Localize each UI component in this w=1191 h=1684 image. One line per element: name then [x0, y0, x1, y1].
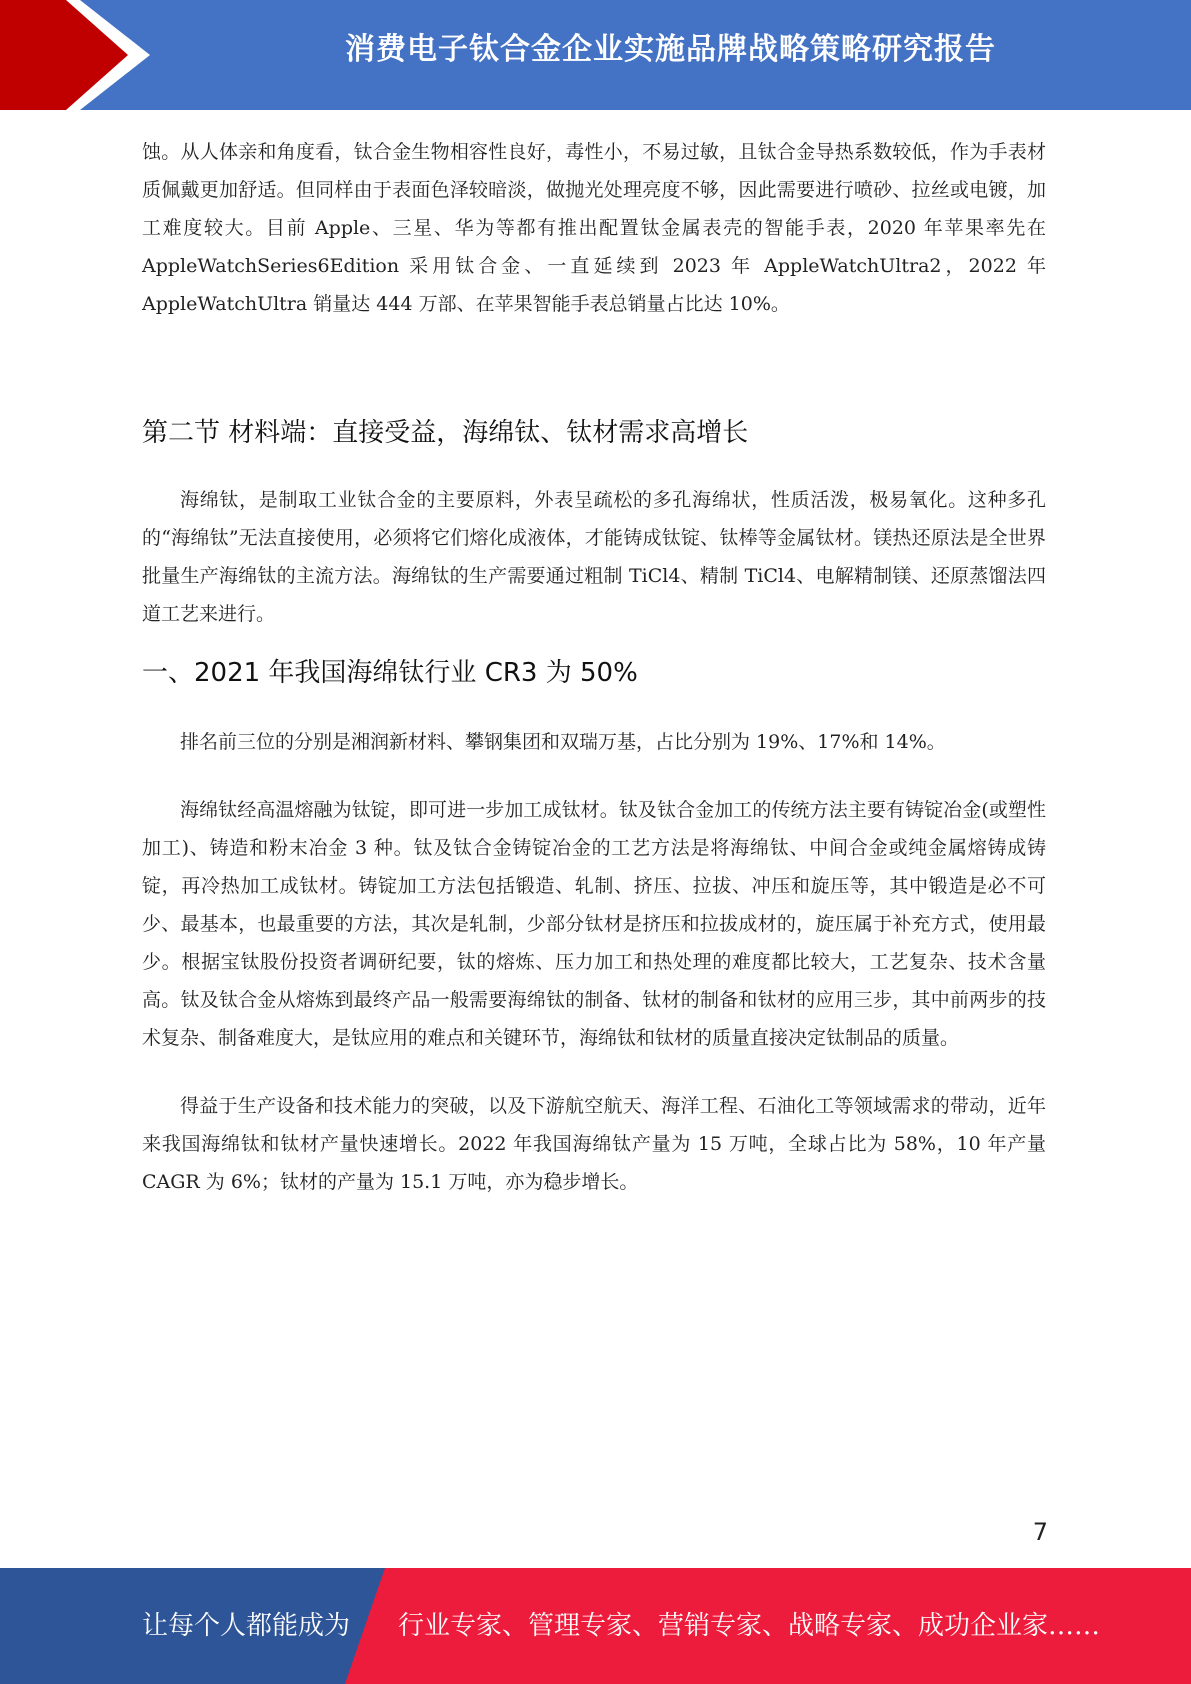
section-heading: 第二节 材料端：直接受益，海绵钛、钛材需求高增长	[142, 418, 749, 448]
report-title: 消费电子钛合金企业实施品牌战略策略研究报告	[345, 32, 996, 67]
paragraph-production: 得益于生产设备和技术能力的突破，以及下游航空航天、海洋工程、石油化工等领域需求的带动，近年来我国海绵钛和钛材产量快速增长。2022 年我国海绵钛产量为 15 万吨，全球占比为 58%，10 年产量 CAGR 为 6%；钛材的产量为 15.1 万吨，亦为稳步增长。	[142, 1095, 1046, 1193]
footer-slogan-left: 让每个人都能成为	[142, 1611, 351, 1641]
intro-paragraph: 蚀。从人体亲和角度看，钛合金生物相容性良好，毒性小，不易过敏，且钛合金导热系数较低，作为手表材质佩戴更加舒适。但同样由于表面色泽较暗淡，做抛光处理亮度不够，因此需要进行喷砂、拉丝或电镀，加工难度较大。目前 Apple、三星、华为等都有推出配置钛金属表壳的智能手表，2020 年苹果率先在 AppleWatchSeries6Edition 采用钛合金、一直延续到 2023 年 AppleWatchUltra2，2022 年 AppleWatchUltra 销量达 444 万部、在苹果智能手表总销量占比达 10%。	[142, 141, 1046, 315]
document-body	[142, 133, 1046, 1201]
footer-slogan-right: 行业专家、管理专家、营销专家、战略专家、成功企业家……	[398, 1611, 1101, 1641]
header-chevron-decoration	[0, 0, 150, 110]
page-header	[0, 0, 1191, 110]
page-footer	[0, 1568, 1191, 1684]
subsection-heading: 一、2021 年我国海绵钛行业 CR3 为 50%	[142, 658, 638, 688]
paragraph-cr3: 排名前三位的分别是湘润新材料、攀钢集团和双瑞万基，占比分别为 19%、17%和 14%。	[180, 731, 946, 753]
section-paragraph: 海绵钛，是制取工业钛合金的主要原料，外表呈疏松的多孔海绵状，性质活泼，极易氧化。这种多孔的“海绵钛”无法直接使用，必须将它们熔化成液体，才能铸成钛锭、钛棒等金属钛材。镁热还原法是全世界批量生产海绵钛的主流方法。海绵钛的生产需要通过粗制 TiCl4、精制 TiCl4、电解精制镁、还原蒸馏法四道工艺来进行。	[142, 489, 1046, 625]
page-number: 7	[1032, 1518, 1048, 1546]
paragraph-processing: 海绵钛经高温熔融为钛锭，即可进一步加工成钛材。钛及钛合金加工的传统方法主要有铸锭冶金(或塑性加工)、铸造和粉末冶金 3 种。钛及钛合金铸锭冶金的工艺方法是将海绵钛、中间合金或纯金属熔铸成铸锭，再冷热加工成钛材。铸锭加工方法包括锻造、轧制、挤压、拉拔、冲压和旋压等，其中锻造是必不可少、最基本，也最重要的方法，其次是轧制，少部分钛材是挤压和拉拔成材的，旋压属于补充方式，使用最少。根据宝钛股份投资者调研纪要，钛的熔炼、压力加工和热处理的难度都比较大，工艺复杂、技术含量高。钛及钛合金从熔炼到最终产品一般需要海绵钛的制备、钛材的制备和钛材的应用三步，其中前两步的技术复杂、制备难度大，是钛应用的难点和关键环节，海绵钛和钛材的质量直接决定钛制品的质量。	[142, 799, 1046, 1049]
